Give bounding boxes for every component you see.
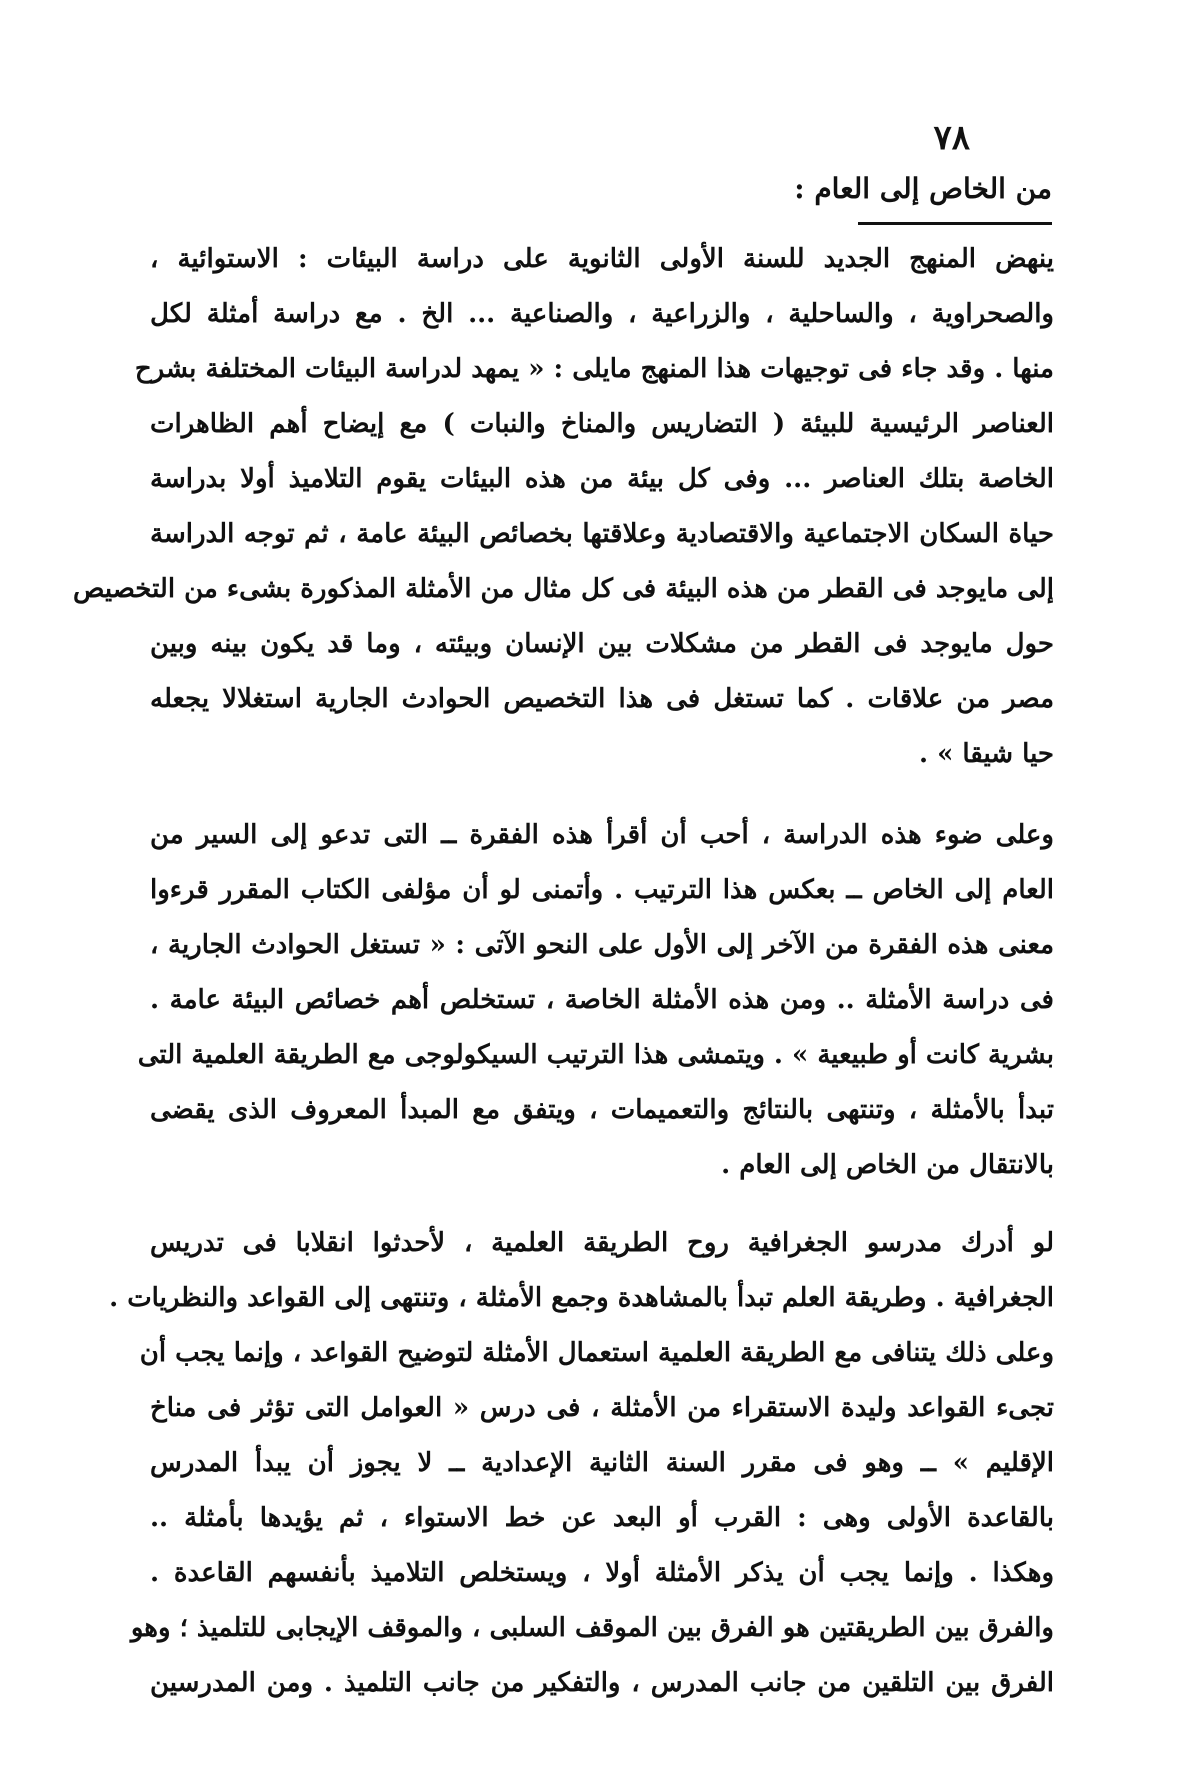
text-line: منها . وقد جاء فى توجيهات هذا المنهج مايلى : « يمهد لدراسة البيئات المختلفة بشرح bbox=[134, 354, 1054, 384]
text-line: حيا شيقا » . bbox=[918, 739, 1054, 769]
text-line: العام إلى الخاص ــ بعكس هذا الترتيب . وأتمنى لو أن مؤلفى الكتاب المقرر قرءوا bbox=[150, 875, 1054, 905]
text-line: والفرق بين الطريقتين هو الفرق بين الموقف السلبى ، والموقف الإيجابى للتلميذ ؛ وهو bbox=[130, 1613, 1054, 1643]
text-line: وهكذا . وإنما يجب أن يذكر الأمثلة أولا ، ويستخلص التلاميذ بأنفسهم القاعدة . bbox=[150, 1558, 1054, 1588]
section-heading: من الخاص إلى العام : bbox=[794, 172, 1052, 205]
text-line: لو أدرك مدرسو الجغرافية روح الطريقة العلمية ، لأحدثوا انقلابا فى تدريس bbox=[150, 1228, 1054, 1258]
text-line: الفرق بين التلقين من جانب المدرس ، والتفكير من جانب التلميذ . ومن المدرسين bbox=[150, 1668, 1054, 1698]
text-line: بالانتقال من الخاص إلى العام . bbox=[721, 1150, 1054, 1180]
text-line: حياة السكان الاجتماعية والاقتصادية وعلاقتها بخصائص البيئة عامة ، ثم توجه الدراسة bbox=[150, 519, 1054, 549]
text-line: معنى هذه الفقرة من الآخر إلى الأول على النحو الآتى : « تستغل الحوادث الجارية ، bbox=[150, 930, 1054, 960]
page-number: ٧٨ bbox=[933, 118, 970, 158]
text-line: وعلى ذلك يتنافى مع الطريقة العلمية استعمال الأمثلة لتوضيح القواعد ، وإنما يجب أن bbox=[139, 1338, 1054, 1368]
text-line: بالقاعدة الأولى وهى : القرب أو البعد عن خط الاستواء ، ثم يؤيدها بأمثلة .. bbox=[150, 1503, 1054, 1533]
text-line: الخاصة بتلك العناصر ... وفى كل بيئة من هذه البيئات يقوم التلاميذ أولا بدراسة bbox=[150, 464, 1054, 494]
text-line: فى دراسة الأمثلة .. ومن هذه الأمثلة الخاصة ، تستخلص أهم خصائص البيئة عامة . bbox=[150, 985, 1054, 1015]
text-line: والصحراوية ، والساحلية ، والزراعية ، والصناعية ... الخ . مع دراسة أمثلة لكل bbox=[150, 299, 1054, 329]
text-line: تبدأ بالأمثلة ، وتنتهى بالنتائج والتعميمات ، ويتفق مع المبدأ المعروف الذى يقضى bbox=[150, 1095, 1054, 1125]
text-line: إلى مايوجد فى القطر من هذه البيئة فى كل مثال من الأمثلة المذكورة بشىء من التخصيص bbox=[73, 574, 1054, 604]
text-line: تجىء القواعد وليدة الاستقراء من الأمثلة ، فى درس « العوامل التى تؤثر فى مناخ bbox=[150, 1393, 1054, 1423]
paragraph-3 bbox=[109, 1216, 1054, 1711]
text-line: الجغرافية . وطريقة العلم تبدأ بالمشاهدة وجمع الأمثلة ، وتنتهى إلى القواعد والنظريات . bbox=[109, 1283, 1054, 1313]
text-line: الإقليم » ــ وهو فى مقرر السنة الثانية الإعدادية ــ لا يجوز أن يبدأ المدرس bbox=[150, 1448, 1054, 1478]
paragraph-2 bbox=[137, 808, 1054, 1193]
text-line: ينهض المنهج الجديد للسنة الأولى الثانوية على دراسة البيئات : الاستوائية ، bbox=[150, 244, 1054, 274]
text-line: العناصر الرئيسية للبيئة ( التضاريس والمناخ والنبات ) مع إيضاح أهم الظاهرات bbox=[150, 409, 1054, 439]
text-line: بشرية كانت أو طبيعية » . ويتمشى هذا الترتيب السيكولوجى مع الطريقة العلمية التى bbox=[137, 1040, 1054, 1070]
text-line: مصر من علاقات . كما تستغل فى هذا التخصيص الحوادث الجارية استغلالا يجعله bbox=[150, 684, 1054, 714]
text-line: وعلى ضوء هذه الدراسة ، أحب أن أقرأ هذه الفقرة ــ التى تدعو إلى السير من bbox=[150, 820, 1054, 850]
heading-underline bbox=[858, 222, 1052, 225]
paragraph-1 bbox=[73, 232, 1054, 782]
text-line: حول مايوجد فى القطر من مشكلات بين الإنسان وبيئته ، وما قد يكون بينه وبين bbox=[150, 629, 1054, 659]
